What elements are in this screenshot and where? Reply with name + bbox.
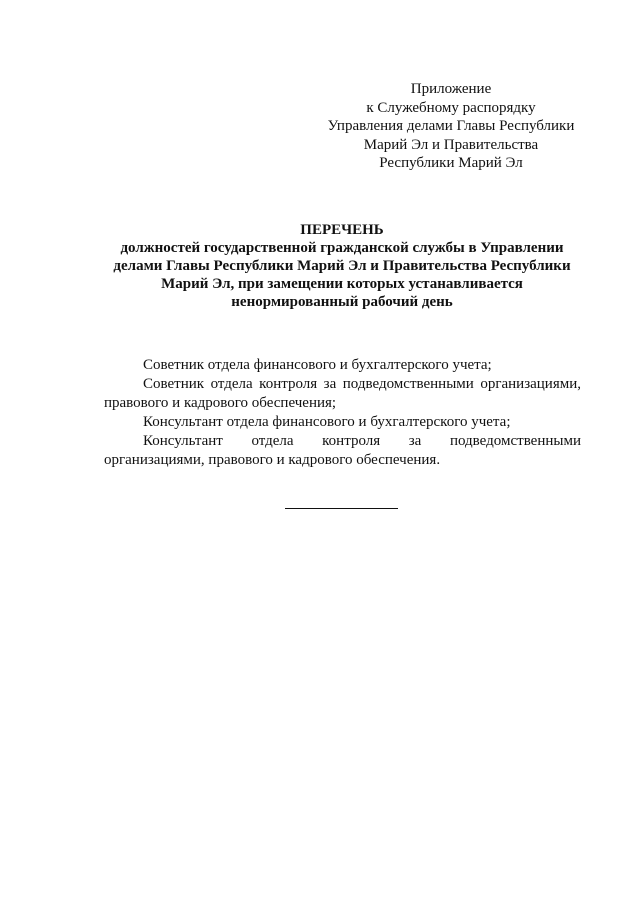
heading-line: делами Главы Республики Марий Эл и Правительства Республики	[113, 258, 571, 274]
document-heading	[100, 221, 584, 311]
position-item: Советник отдела контроля за подведомственными организациями, правового и кадрового обеспечения;	[104, 376, 581, 411]
heading-line: должностей государственной гражданской службы в Управлении	[120, 240, 564, 256]
document-title: ПЕРЕЧЕНЬ	[300, 222, 384, 238]
positions-list	[104, 356, 581, 470]
position-item: Консультант отдела финансового и бухгалтерского учета;	[143, 414, 511, 430]
appendix-line: Приложение	[410, 81, 492, 97]
position-item: Советник отдела финансового и бухгалтерского учета;	[143, 357, 492, 373]
appendix-line: Управления делами Главы Республики	[327, 118, 575, 134]
appendix-line: к Служебному распорядку	[366, 99, 536, 116]
position-item: Консультант отдела контроля за подведомственными организациями, правового и кадрового обеспечения.	[104, 433, 581, 468]
closing-divider	[285, 508, 398, 509]
heading-line: ненормированный рабочий день	[231, 294, 453, 310]
appendix-line: Республики Марий Эл	[379, 155, 523, 171]
appendix-line: Марий Эл и Правительства	[363, 136, 539, 153]
heading-line: Марий Эл, при замещении которых устанавливается	[161, 276, 523, 292]
appendix-block	[318, 80, 584, 173]
